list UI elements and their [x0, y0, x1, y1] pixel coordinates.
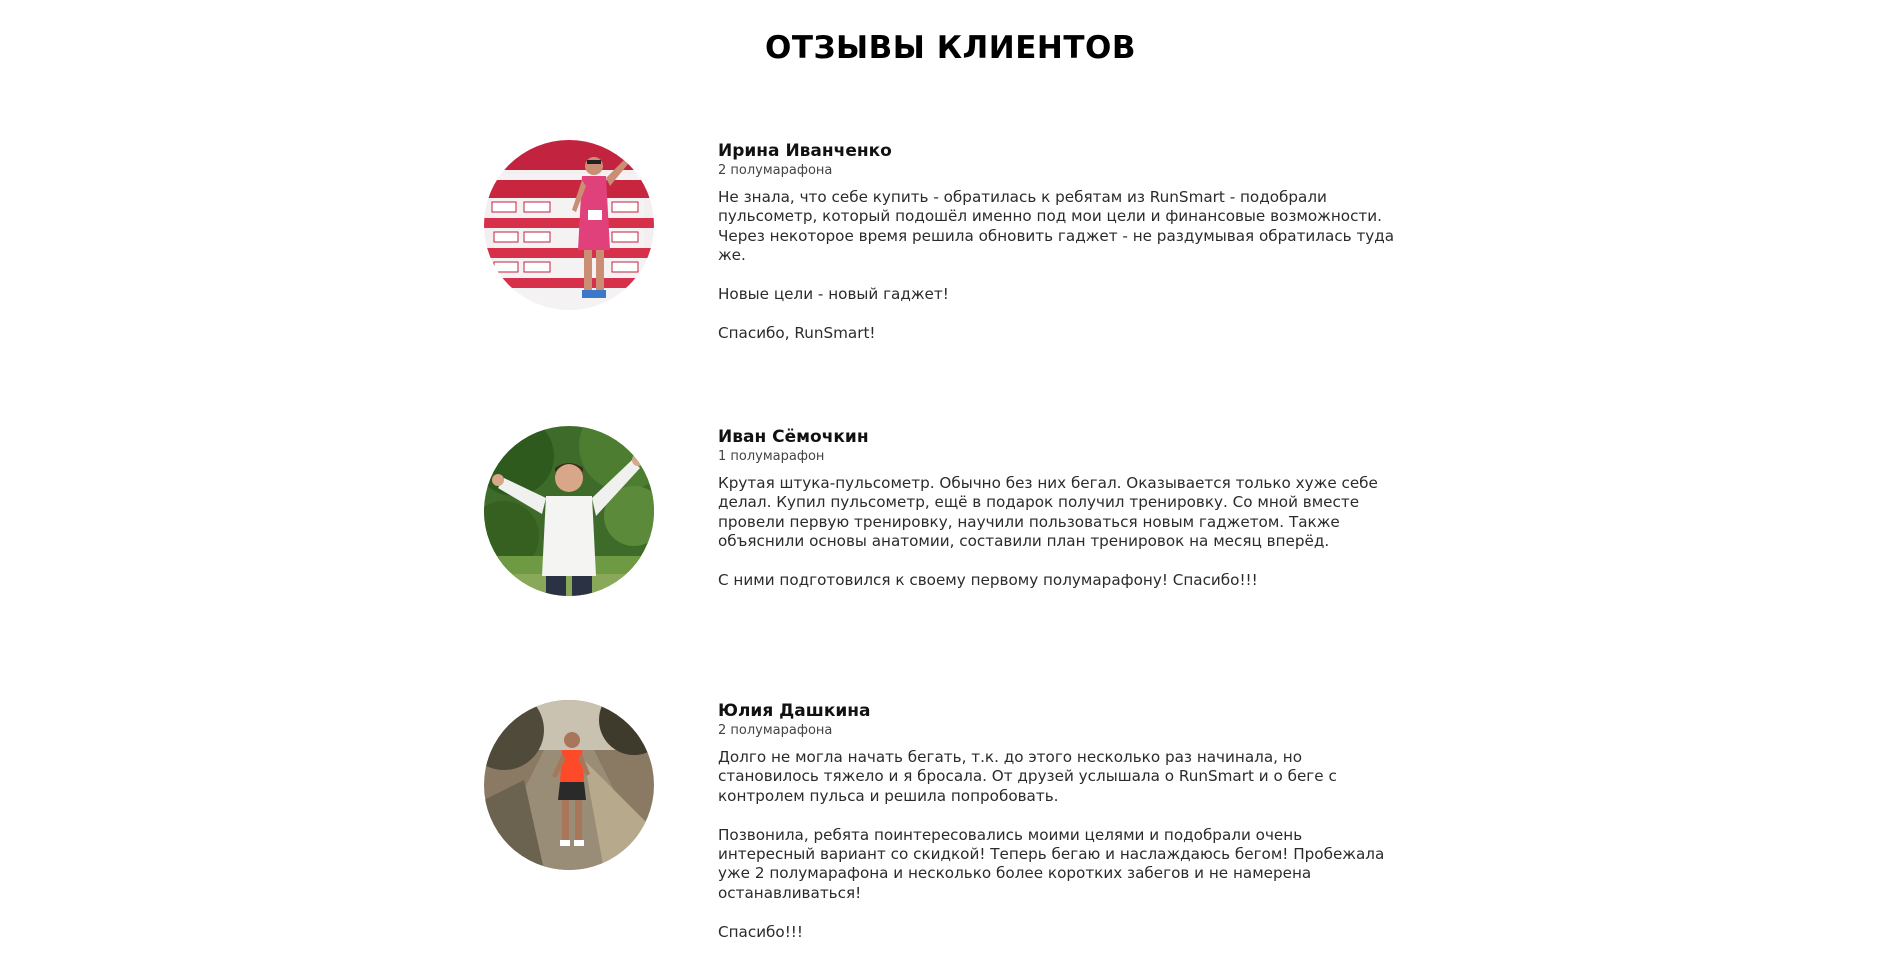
avatar: [484, 140, 654, 310]
review-paragraph: Новые цели - новый гаджет!: [718, 285, 949, 304]
review-paragraph: Спасибо!!!: [718, 922, 803, 941]
section-title: ОТЗЫВЫ КЛИЕНТОВ: [765, 30, 1136, 66]
review-paragraph: С ними подготовился к своему первому полумарафону! Спасибо!!!: [718, 571, 1258, 590]
reviewer-name: Юлия Дашкина: [718, 701, 871, 721]
review-text: [718, 474, 1398, 590]
avatar: [484, 700, 654, 870]
review-text: [718, 748, 1398, 942]
review-body: [718, 700, 1398, 942]
reviewer-achievement: 2 полумарафона: [718, 723, 833, 738]
reviewer-achievement: 1 полумарафон: [718, 449, 825, 464]
review-text: [718, 188, 1398, 343]
avatar: [484, 426, 654, 596]
review-paragraph: Крутая штука-пульсометр. Обычно без них бегал. Оказывается только хуже себе делал. Купил пульсометр, ещё в подарок получил тренировку. Со мной вместе провели первую тренировку, научили пользоваться новым гаджетом. Также объяснили основы анатомии, составили план тренировок на месяц вперёд.: [718, 474, 1378, 551]
review-paragraph: Долго не могла начать бегать, т.к. до этого несколько раз начинала, но становилось тяжело и я бросала. От друзей услышала о RunSmart и о беге с контролем пульса и решила попробовать.: [718, 748, 1337, 805]
review-paragraph: Не знала, что себе купить - обратилась к ребятам из RunSmart - подобрали пульсометр, который подошёл именно под мои цели и финансовые возможности. Через некоторое время решила обновить гаджет - не раздумывая обратилась туда же.: [718, 188, 1395, 265]
reviewer-name: Иван Сёмочкин: [718, 427, 869, 447]
review-paragraph: Спасибо, RunSmart!: [718, 323, 876, 342]
man-photo-park-icon: [484, 426, 654, 596]
review-body: [718, 140, 1398, 343]
reviewer-name: Ирина Иванченко: [718, 141, 892, 161]
review-paragraph: Позвонила, ребята поинтересовались моими целями и подобрали очень интересный вариант со скидкой! Теперь бегаю и наслаждаюсь бегом! Пробежала уже 2 полумарафона и несколько более коротких забегов и не намерена останавливаться!: [718, 825, 1385, 902]
woman-runner-photo-road-icon: [484, 700, 654, 870]
review-body: [718, 426, 1398, 590]
runner-photo-pink-banner-icon: [484, 140, 654, 310]
reviewer-achievement: 2 полумарафона: [718, 163, 833, 178]
